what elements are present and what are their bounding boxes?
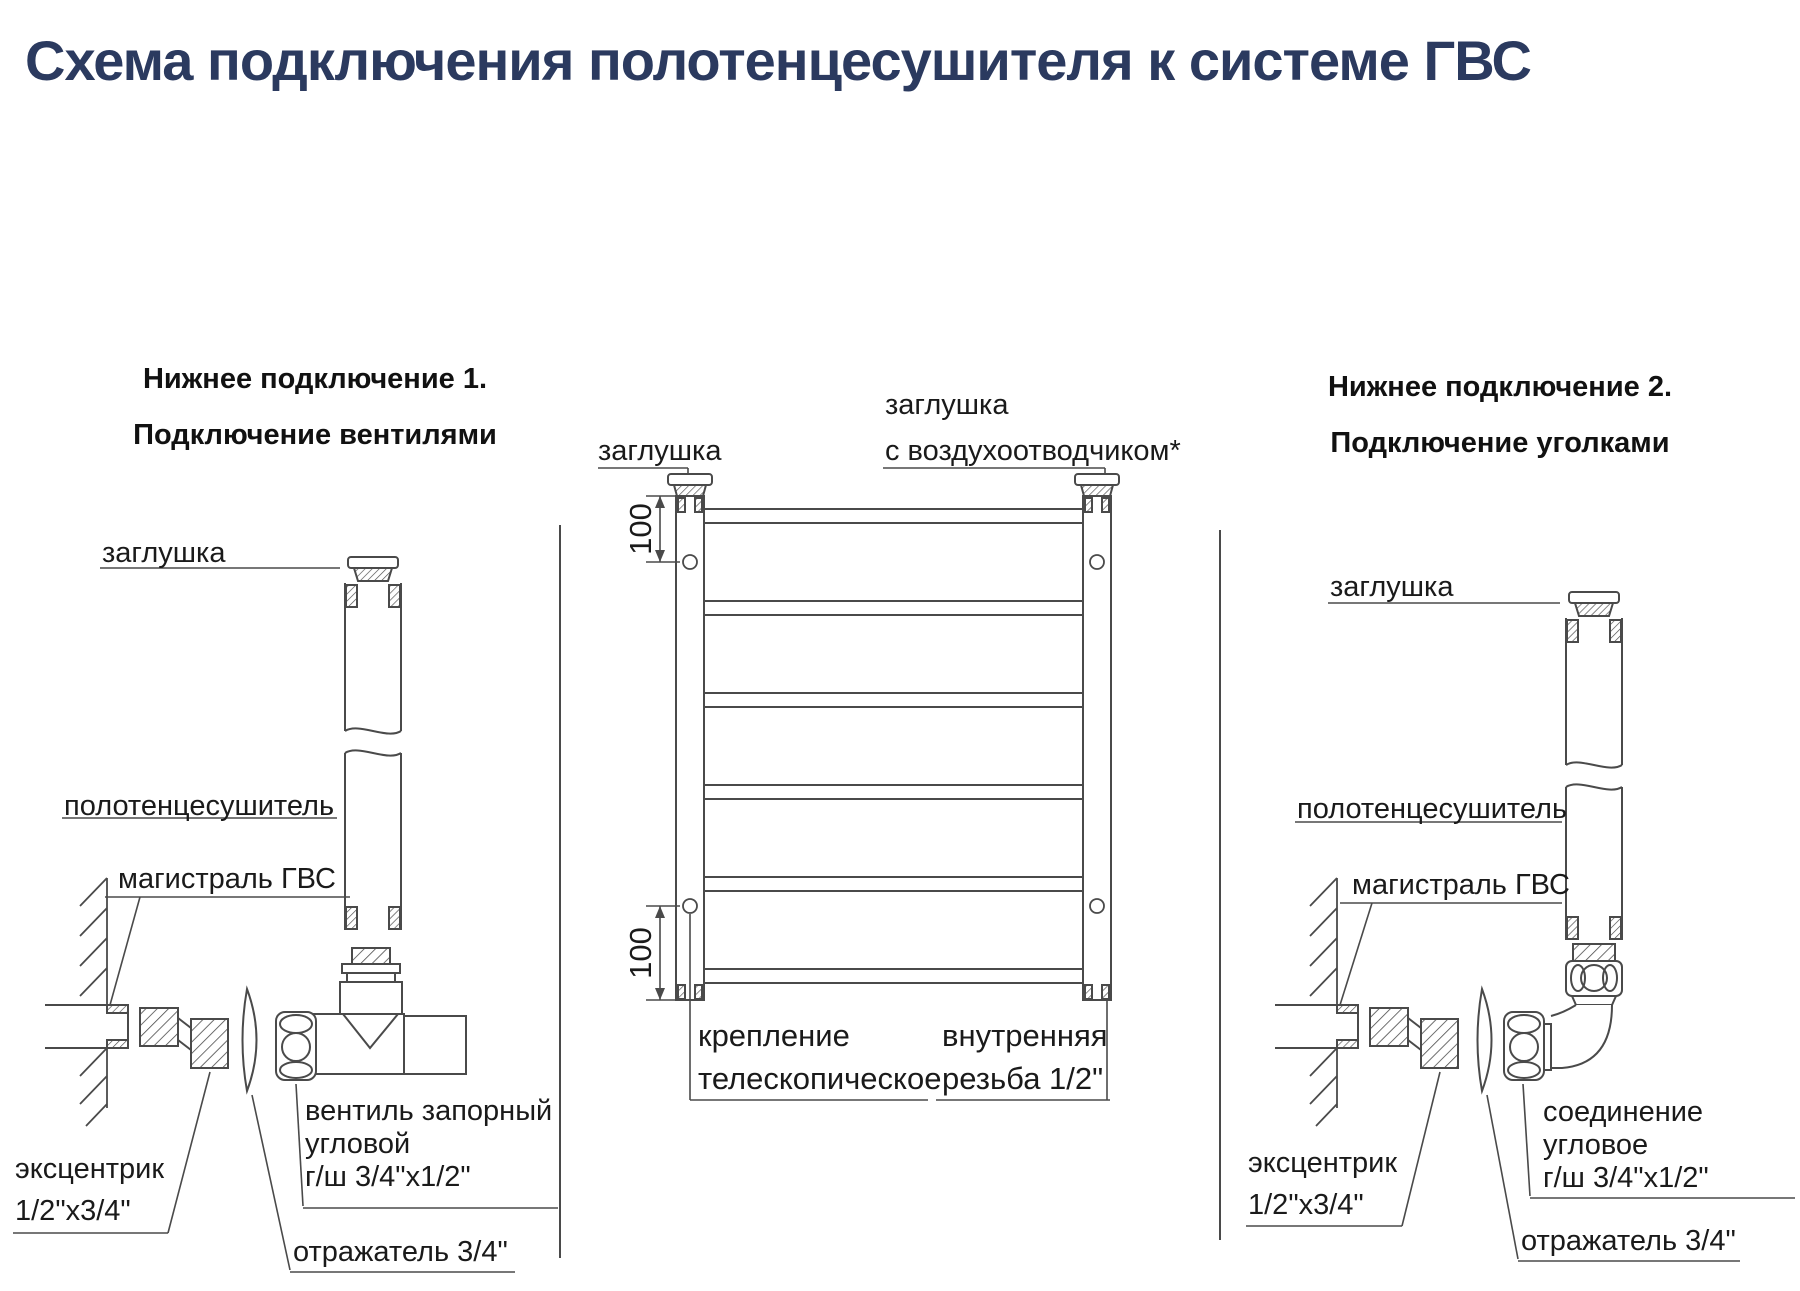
right-elbow-label-3: г/ш 3/4"х1/2" (1543, 1162, 1709, 1194)
plug-cap (1569, 592, 1619, 616)
towel-rail-pipe (345, 583, 401, 930)
right-heading-1: Нижнее подключение 2. (1327, 371, 1673, 403)
collector-threads (678, 498, 1109, 999)
eccentric-leader (168, 1072, 210, 1233)
radiator-rung (703, 601, 1085, 615)
radiator-rung (703, 877, 1085, 891)
elbow-union-nut-top (1566, 961, 1622, 996)
right-hws-main-label: магистраль ГВС (1352, 869, 1570, 901)
right-elbow-label-1: соединение (1543, 1096, 1704, 1128)
reflector-leader (252, 1095, 290, 1270)
left-towel-rail-label: полотенцесушитель (64, 790, 335, 822)
left-heading-2: Подключение вентилями (133, 419, 497, 451)
radiator-collector-right (1083, 496, 1111, 1000)
radiator-rung (703, 693, 1085, 707)
center-mount-label-1: крепление (698, 1018, 850, 1053)
page-title: Схема подключения полотенцесушителя к системе ГВС (25, 29, 1531, 92)
left-heading-1: Нижнее подключение 1. (142, 363, 488, 395)
hws-main-leader (1340, 903, 1372, 1005)
eccentric (1370, 1008, 1458, 1068)
center-plug-label: заглушка (598, 435, 722, 467)
left-valve-label-3: г/ш 3/4"х1/2" (305, 1161, 471, 1193)
left-eccentric-label-2: 1/2"х3/4" (15, 1195, 131, 1227)
hws-main-pipe (1275, 1005, 1358, 1048)
radiator-rung (703, 969, 1085, 983)
dim-100-top-text: 100 (623, 503, 658, 555)
plug-cap (348, 557, 398, 581)
elbow-union-nut-left (1504, 1012, 1544, 1080)
eccentric-leader (1402, 1072, 1440, 1226)
center-air-vent-plug-label-1: заглушка (885, 389, 1009, 421)
left-plug-label: заглушка (102, 537, 226, 569)
right-eccentric-label-1: эксцентрик (1248, 1147, 1398, 1179)
towel-rail-pipe (1566, 618, 1622, 940)
right-elbow-label-2: угловое (1543, 1129, 1649, 1161)
mounting-hole (683, 555, 697, 569)
plug-cap-left (668, 474, 712, 496)
air-vent-plug-cap-right (1075, 474, 1119, 496)
mounting-hole (1090, 899, 1104, 913)
elbow-leader (1523, 1084, 1530, 1196)
left-hws-main-label: магистраль ГВС (118, 863, 336, 895)
reflector (1478, 989, 1492, 1091)
elbow-connection (1504, 944, 1622, 1080)
valve-union-nut (276, 1012, 316, 1080)
hws-main-leader (110, 897, 140, 1005)
reflector (243, 989, 257, 1091)
radiator-rung (703, 785, 1085, 799)
center-diagram (598, 468, 1119, 1100)
center-air-vent-plug-label-2: с воздухоотводчиком* (885, 435, 1181, 467)
radiator-rung (703, 509, 1085, 523)
hws-main-pipe (45, 1005, 128, 1048)
center-mount-label-2: телескопическое (698, 1061, 942, 1096)
mounting-hole (683, 899, 697, 913)
left-valve-label-2: угловой (305, 1128, 411, 1160)
left-eccentric-label-1: эксцентрик (15, 1153, 165, 1185)
valve-knob (404, 1016, 466, 1074)
radiator-rungs (703, 509, 1085, 983)
eccentric (140, 1008, 228, 1068)
right-reflector-label: отражатель 3/4" (1521, 1225, 1736, 1257)
center-thread-label-1: внутренняя (942, 1018, 1108, 1053)
center-thread-label-2: резьба 1/2" (942, 1061, 1104, 1096)
wall (80, 878, 107, 1126)
right-eccentric-label-2: 1/2"х3/4" (1248, 1189, 1364, 1221)
left-reflector-label: отражатель 3/4" (293, 1236, 508, 1268)
dim-100-bottom-text: 100 (623, 927, 658, 979)
angle-valve (276, 948, 466, 1080)
wall (1310, 878, 1337, 1126)
reflector-leader (1487, 1095, 1518, 1259)
left-valve-label-1: вентиль запорный (305, 1095, 553, 1127)
right-heading-2: Подключение уголками (1330, 427, 1670, 459)
valve-leader (296, 1084, 303, 1206)
right-towel-rail-label: полотенцесушитель (1297, 793, 1568, 825)
mounting-hole (1090, 555, 1104, 569)
right-plug-label: заглушка (1330, 571, 1454, 603)
